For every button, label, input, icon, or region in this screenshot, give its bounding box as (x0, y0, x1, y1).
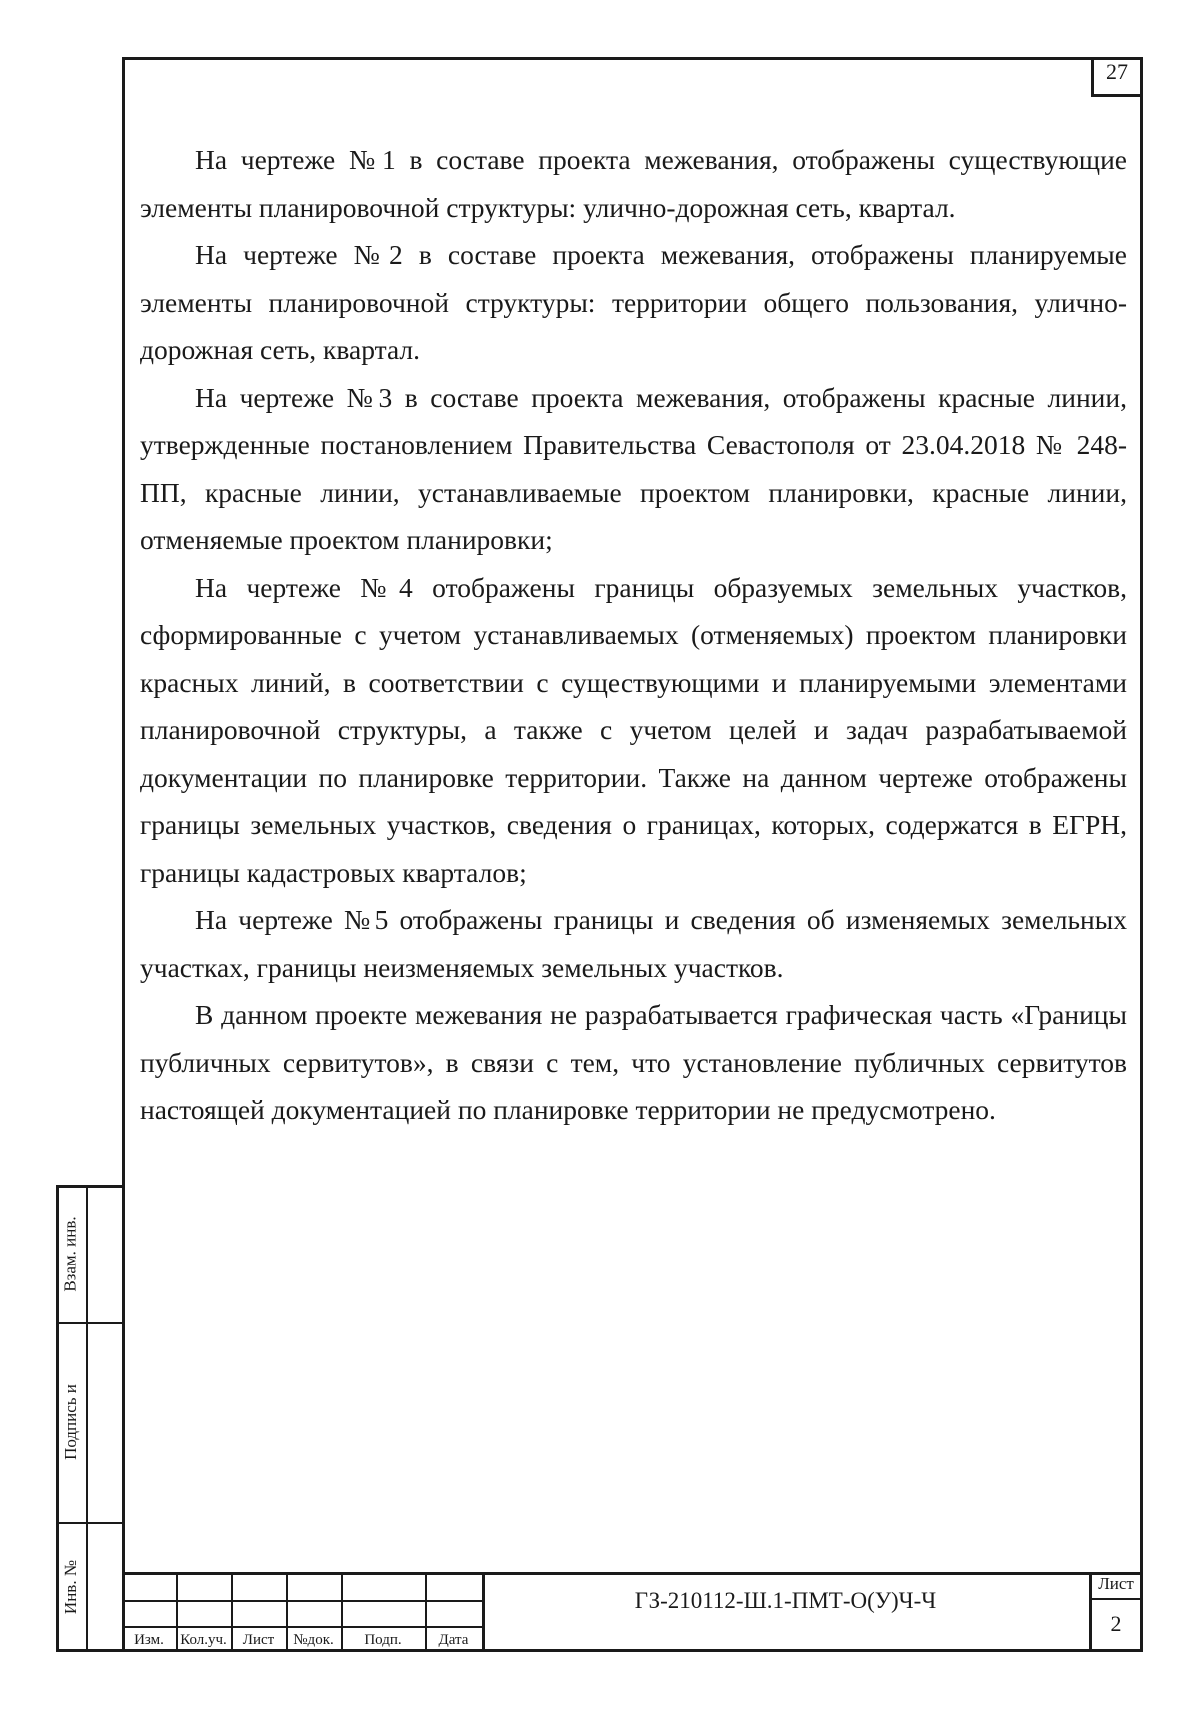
paragraph-4: На чертеже №4 отображены границы образуемых земельных участков, сформированные с учетом устанавливаемых (отменяемых) проектом планировки красных линий, в соответствии с существующими и планируемыми элементами планировочной структуры, а также с учетом целей и задач разрабатываемой документации по планировке территории. Также на данном чертеже отображены границы земельных участков, сведения о границах, которых, содержатся в ЕГРН, границы кадастровых кварталов; (140, 571, 1127, 888)
sheet-number: 2 (1110, 1611, 1122, 1636)
document-designation: ГЗ-210112-Ш.1-ПМТ-О(У)Ч-Ч (634, 1588, 937, 1613)
side-label-vzam-inv: Взам. инв. (61, 1215, 80, 1292)
paragraph-2: На чертеже №2 в составе проекта межевания, отображены планируемые элементы планировочной структуры: территории общего пользования, улично-дорожная сеть, квартал. (140, 239, 1127, 365)
side-label-podpis: Подпись и (61, 1384, 80, 1460)
paragraph-3: На чертеже №3 в составе проекта межевания, отображены красные линии, утвержденные постановлением Правительства Севастополя от 23.04.2018 № 248-ПП, красные линии, устанавливаемые проектом планировки, красные линии, отменяемые проектом планировки; (140, 381, 1127, 555)
body-text (140, 136, 1127, 1134)
header-list: Лист (242, 1632, 275, 1648)
sheet-label: Лист (1098, 1574, 1134, 1593)
header-izm: Изм. (134, 1632, 164, 1648)
side-label-inv-no: Инв. № (61, 1559, 80, 1615)
page-number: 27 (1106, 59, 1128, 84)
paragraph-1: На чертеже №1 в составе проекта межевания, отображены существующие элементы планировочной структуры: улично-дорожная сеть, квартал. (140, 144, 1127, 223)
paragraph-6: В данном проекте межевания не разрабатывается графическая часть «Границы публичных сервитутов», в связи с тем, что установление публичных сервитутов настоящей документацией по планировке территории не предусмотрено. (140, 999, 1127, 1125)
side-strip-divider (86, 1185, 88, 1652)
header-data: Дата (438, 1632, 469, 1648)
header-kol-uch: Кол.уч. (180, 1632, 227, 1648)
paragraph-5: На чертеже №5 отображены границы и сведения об изменяемых земельных участках, границы неизменяемых земельных участков. (140, 904, 1127, 983)
header-podp: Подп. (364, 1632, 402, 1648)
header-ndok: №док. (293, 1632, 334, 1648)
